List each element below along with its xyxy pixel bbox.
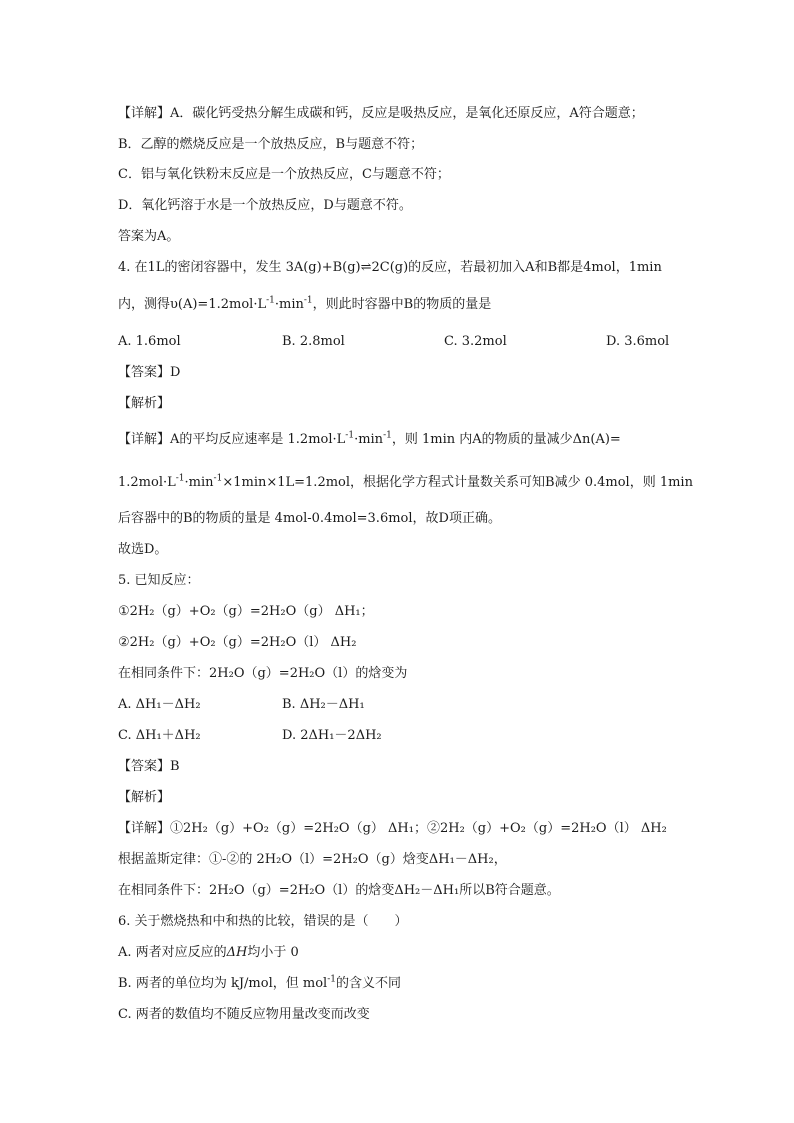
q5-option-c: C. ΔH₁＋ΔH₂ [118,728,201,743]
q5-analysis-label: 【解析】 [118,790,171,805]
q4-conclusion: 故选D。 [118,542,168,557]
q4-option-d: D. 3.6mol [606,334,670,349]
q4-option-c: C. 3.2mol [444,334,507,349]
q3-detail-b: B．乙醇的燃烧反应是一个放热反应，B与题意不符； [118,137,424,152]
q4-stem-line2: 内，测得$\upsilon(A)=1.2mol\cdot L^{-1}\cdot\min^{-1}$，则此时容器中B的物质的量是 [118,295,492,312]
q3-detail-d: D．氧化钙溶于水是一个放热反应，D与题意不符。 [118,198,412,213]
q3-conclusion: 答案为A。 [118,229,180,244]
q5-reaction1: ①2H₂（g）+O₂（g）=2H₂O（g） ΔH₁； [118,604,374,619]
q6-option-c: C. 两者的数值均不随反应物用量改变而改变 [118,1007,370,1022]
q5-stem: 5. 已知反应： [118,573,200,588]
q4-answer: 【答案】D [118,365,181,380]
q3-detail-c: C．铝与氧化铁粉末反应是一个放热反应，C与题意不符； [118,167,450,182]
q4-detail-line3: 后容器中的B的物质的量是 4mol-0.4mol=3.6mol，故D项正确。 [118,511,501,526]
q4-stem-line1: 4. 在1L的密闭容器中，发生 3A(g)+B(g)⇌2C(g)的反应，若最初加入A和B都是4mol，1min [118,260,662,275]
q6-stem: 6. 关于燃烧热和中和热的比较，错误的是（ ） [118,914,408,929]
q3-detail-a: 【详解】A．碳化钙受热分解生成碳和钙，反应是吸热反应，是氧化还原反应，A符合题意； [118,106,644,121]
q4-detail-line2: $1.2mol\cdot L^{-1}\cdot\min^{-1}\times 1\min\times 1L=1.2mol$，根据化学方程式计量数关系可知B减少 0.4mol，则 1min [118,473,693,490]
q5-detail-line2: 根据盖斯定律：①-②的 2H₂O（l）=2H₂O（g）焓变ΔH₁－ΔH₂， [118,852,507,867]
q5-detail-line3: 在相同条件下：2H₂O（g）=2H₂O（l）的焓变ΔH₂－ΔH₁所以B符合题意。 [118,883,560,898]
q4-option-b: B. 2.8mol [282,334,345,349]
q5-answer: 【答案】B [118,759,180,774]
q4-analysis-label: 【解析】 [118,396,171,411]
q5-option-b: B. ΔH₂－ΔH₁ [282,697,365,712]
q5-option-d: D. 2ΔH₁－2ΔH₂ [282,728,382,743]
q5-reaction2: ②2H₂（g）+O₂（g）=2H₂O（l） ΔH₂ [118,635,357,650]
q4-option-a: A. 1.6mol [118,334,181,349]
q4-detail-line1: 【详解】A的平均反应速率是 $1.2mol\cdot L^{-1}\cdot\min^{-1}$，则 1min 内A的物质的量减少Δn(A)= [118,430,621,447]
q6-option-b: B. 两者的单位均为 kJ/mol，但 mol$^{-1}$的含义不同 [118,974,401,991]
q6-option-a: A. 两者对应反应的ΔH均小于 0 [118,945,299,960]
q5-detail-line1: 【详解】①2H₂（g）+O₂（g）=2H₂O（g） ΔH₁；②2H₂（g）+O₂（g）=2H₂O（l） ΔH₂ [118,821,667,836]
q5-option-a: A. ΔH₁－ΔH₂ [118,697,201,712]
q5-question: 在相同条件下：2H₂O（g）=2H₂O（l）的焓变为 [118,666,408,681]
